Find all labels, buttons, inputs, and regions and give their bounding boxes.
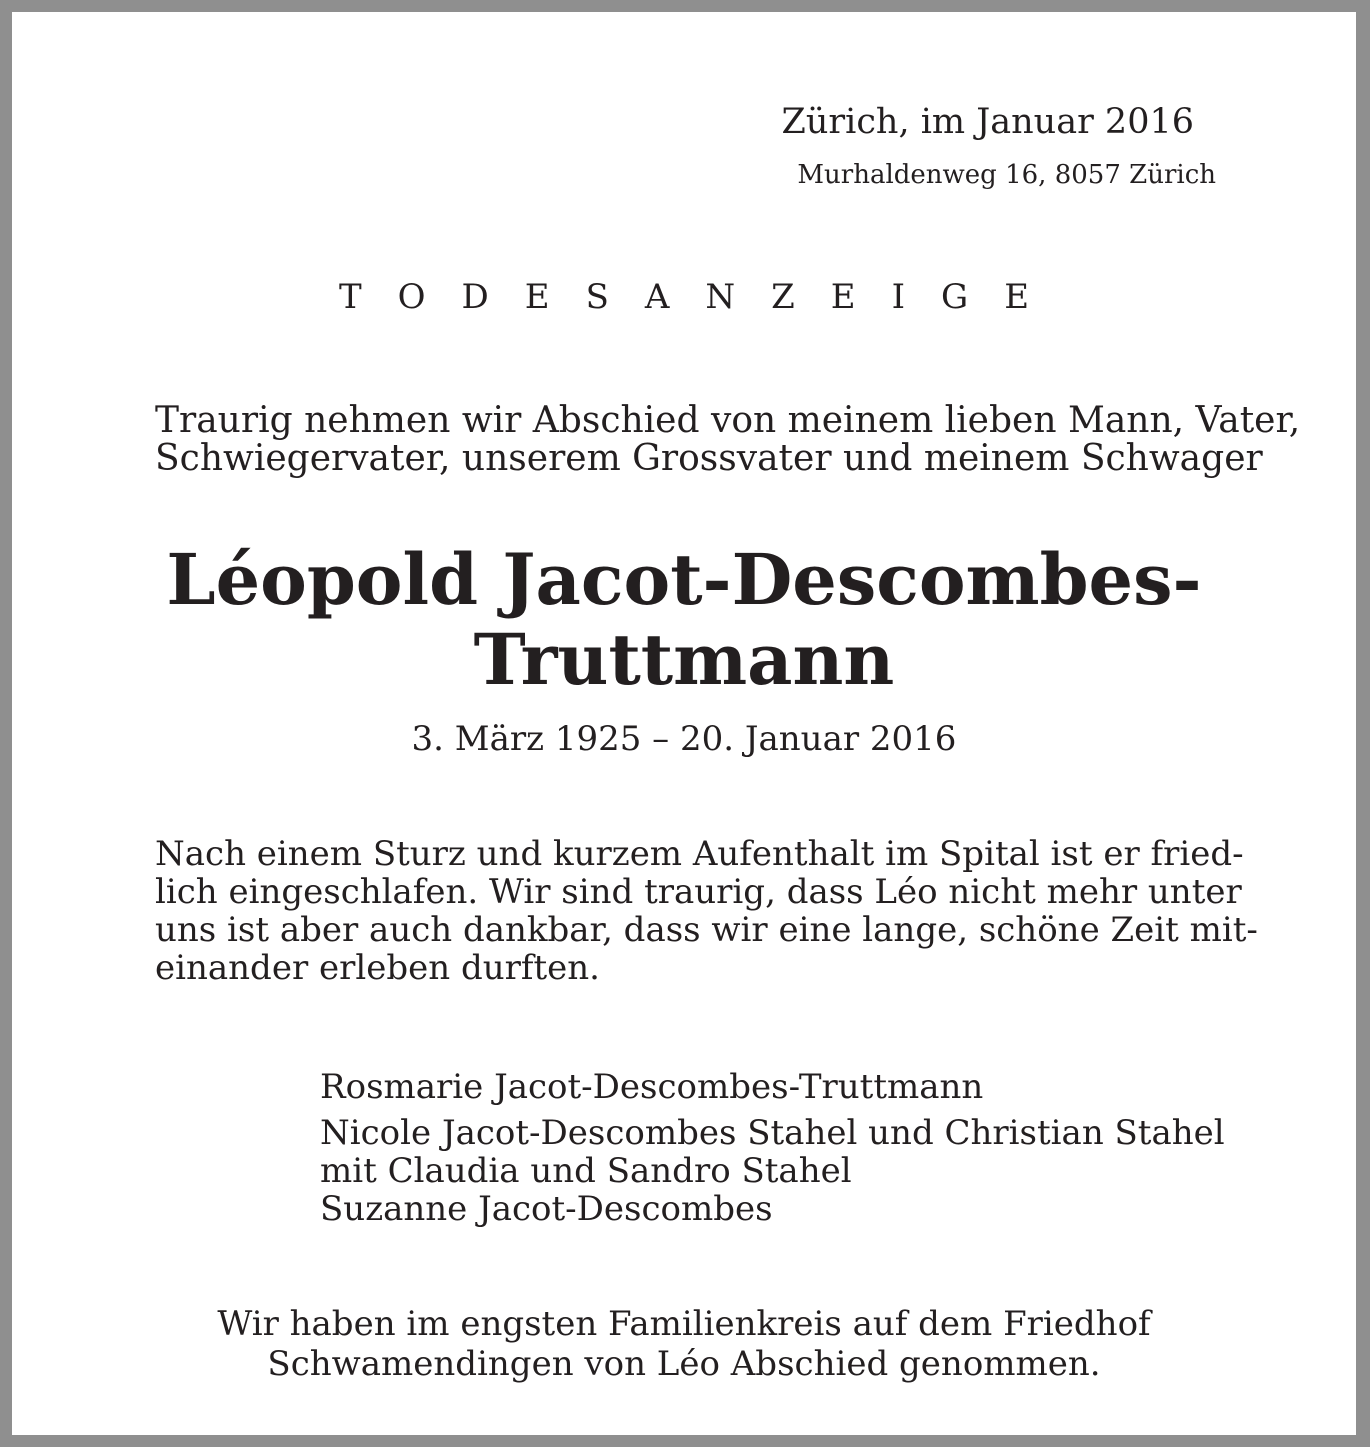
death-notice-page xyxy=(12,12,1356,1435)
mourner-name: Nicole Jacot-Descombes Stahel und Christian Stahel xyxy=(320,1113,1225,1153)
address: Murhaldenweg 16, 8057 Zürich xyxy=(797,160,1216,190)
mourner-name: mit Claudia und Sandro Stahel xyxy=(320,1151,852,1191)
message-text xyxy=(155,834,1258,988)
message-line: uns ist aber auch dankbar, dass wir eine lange, schöne Zeit mit- xyxy=(155,910,1258,950)
family-children xyxy=(320,1114,1225,1228)
deceased-name xyxy=(12,540,1356,700)
message-line: einander erleben durften. xyxy=(155,948,600,988)
intro-line: Schwiegervater, unserem Grossvater und meinem Schwager xyxy=(155,438,1263,479)
closing-line: Schwamendingen von Léo Abschied genommen. xyxy=(267,1344,1101,1384)
message-line: lich eingeschlafen. Wir sind traurig, dass Léo nicht mehr unter xyxy=(155,872,1242,912)
deceased-name-line: Truttmann xyxy=(473,618,895,701)
place-date: Zürich, im Januar 2016 xyxy=(781,102,1194,142)
closing-text xyxy=(12,1304,1356,1384)
mourner-name: Rosmarie Jacot-Descombes-Truttmann xyxy=(320,1067,984,1107)
closing-line: Wir haben im engsten Familienkreis auf dem Friedhof xyxy=(217,1304,1151,1344)
deceased-name-line: Léopold Jacot-Descombes- xyxy=(166,538,1202,621)
notice-heading: TODESANZEIGE xyxy=(338,277,1066,317)
family-spouse xyxy=(320,1068,983,1106)
intro-line: Traurig nehmen wir Abschied von meinem lieben Mann, Vater, xyxy=(155,400,1301,441)
intro-text xyxy=(155,400,1301,479)
mourner-name: Suzanne Jacot-Descombes xyxy=(320,1189,773,1229)
life-dates: 3. März 1925 – 20. Januar 2016 xyxy=(411,719,957,759)
message-line: Nach einem Sturz und kurzem Aufenthalt im Spital ist er fried- xyxy=(155,834,1244,874)
